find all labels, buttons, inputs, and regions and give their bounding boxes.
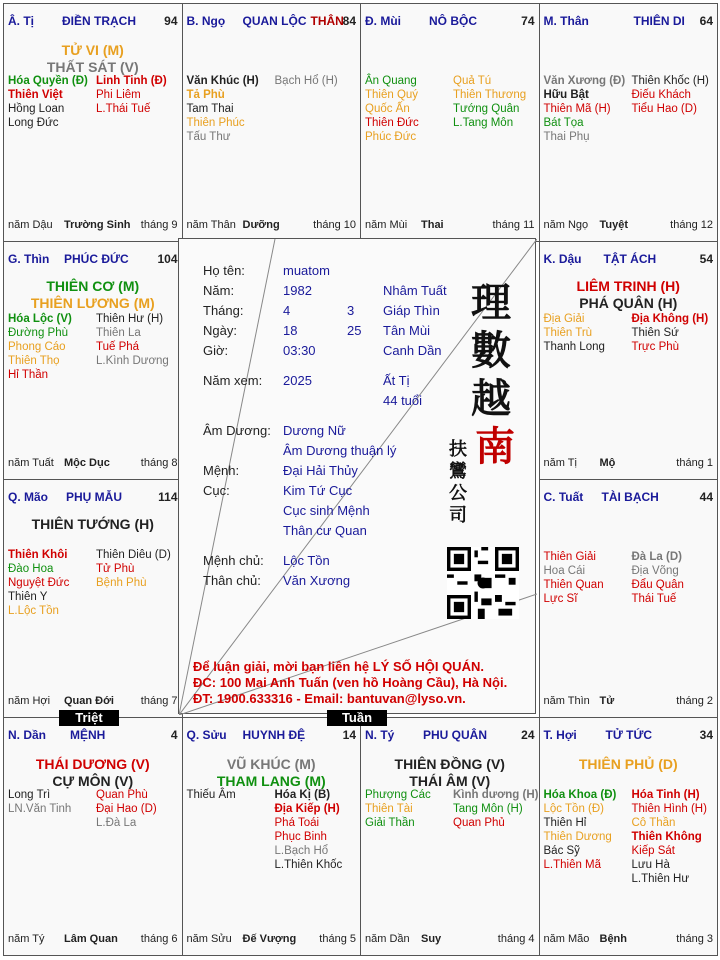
- star: Lực Sĩ: [543, 593, 578, 605]
- palace-footer: [365, 933, 535, 947]
- star: Thiên Hỉ: [543, 817, 587, 829]
- star: Tam Thai: [186, 103, 234, 115]
- star: Văn Khúc (H): [186, 75, 259, 87]
- footer-year: năm Hợi: [8, 695, 51, 707]
- footer-month: tháng 2: [676, 695, 713, 707]
- stars-right: [275, 788, 343, 872]
- star: Trực Phù: [631, 341, 680, 353]
- star: Hóa Lộc (V): [8, 313, 72, 325]
- star: Hóa Quyền (Đ): [8, 75, 88, 87]
- year-canchi: Nhâm Tuất: [383, 283, 447, 298]
- main-stars: [4, 756, 182, 790]
- main-stars: [4, 278, 182, 312]
- star: Thái Tuế: [631, 593, 677, 605]
- palace-footer: [8, 457, 178, 471]
- star: Kiếp Sát: [631, 845, 675, 857]
- palace-footer: [8, 933, 178, 947]
- main-stars: [183, 756, 361, 790]
- palace-age: 54: [699, 252, 713, 266]
- footer-stage: Lâm Quan: [64, 933, 118, 945]
- seal-char-3: 越: [471, 375, 511, 422]
- palace-0: [3, 3, 183, 242]
- day-label: Ngày:: [203, 323, 237, 338]
- star: Hóa Kị (B): [274, 789, 331, 801]
- tuan-tag: Tuần: [327, 710, 387, 726]
- star: Phượng Các: [365, 789, 431, 801]
- palace-name: ĐIỀN TRẠCH: [62, 14, 136, 28]
- star: Thiên Không: [631, 831, 702, 843]
- amduong-value2: Âm Dương thuận lý: [283, 443, 397, 458]
- palace-age: 114: [158, 490, 178, 504]
- palace-header: [544, 490, 714, 506]
- month-label: Tháng:: [203, 303, 244, 318]
- star: Văn Xương (Đ): [543, 75, 626, 87]
- main-star: THIÊN TƯỚNG (H): [31, 516, 154, 532]
- footer-month: tháng 6: [140, 933, 178, 945]
- stars-left: [187, 74, 259, 144]
- main-star: CỰ MÔN (V): [52, 773, 134, 789]
- palace-2: [360, 3, 540, 242]
- star: Địa Giải: [543, 313, 585, 325]
- footer-year: năm Ngọ: [543, 219, 589, 231]
- star: L.Đà La: [96, 817, 137, 829]
- palace-4: [3, 241, 183, 480]
- contact-line-2: ĐC: 100 Mai Anh Tuấn (ven hồ Hoàng Cầu), Hà Nội.: [193, 675, 508, 690]
- footer-month: tháng 1: [676, 457, 713, 469]
- palace-footer: [187, 933, 357, 947]
- palace-branch: K. Dậu: [543, 252, 582, 266]
- year-label: Năm:: [203, 283, 235, 298]
- view-year-value: 2025: [283, 373, 312, 388]
- star: Thiên Hình (H): [631, 803, 707, 815]
- star: Bát Tọa: [543, 117, 584, 129]
- star: Thiên Hư (H): [96, 313, 164, 325]
- star: Đẩu Quân: [631, 579, 684, 591]
- stars-right: [632, 312, 709, 354]
- footer-month: tháng 8: [140, 457, 178, 469]
- star: Hoa Cái: [543, 565, 586, 577]
- palace-age: 44: [699, 490, 713, 504]
- menh-value: Đại Hải Thủy: [283, 463, 358, 478]
- star: Thiên Quý: [365, 89, 419, 101]
- stars-left: [544, 312, 605, 354]
- star: Phục Binh: [274, 831, 327, 843]
- palace-5: [539, 241, 719, 480]
- stars-left: [544, 788, 617, 872]
- contact-line-1: Để luận giải, mời bạn liên hệ LÝ SỐ HỘI QUÁN.: [193, 659, 484, 674]
- amduong-value: Dương Nữ: [283, 423, 346, 438]
- star: Thiên Dương: [543, 831, 612, 843]
- star: Tả Phù: [186, 89, 225, 101]
- star: Thiên Thọ: [8, 355, 60, 367]
- palace-6: [3, 479, 183, 718]
- stars-right: [96, 548, 171, 590]
- center-info-panel: [178, 238, 536, 714]
- palace-name: NÔ BỘC: [429, 14, 477, 28]
- palace-header: [544, 252, 714, 268]
- palace-1: [182, 3, 362, 242]
- palace-branch: T. Hợi: [543, 728, 577, 742]
- star: Thiên Phúc: [186, 117, 245, 129]
- footer-stage: Bệnh: [599, 933, 627, 945]
- main-stars: [4, 516, 182, 533]
- palace-header: [187, 728, 357, 744]
- main-star: THAM LANG (M): [216, 773, 326, 789]
- palace-branch: Q. Sửu: [186, 728, 227, 742]
- star: Nguyệt Đức: [8, 577, 70, 589]
- footer-stage: Thai: [421, 219, 444, 231]
- star: Thiên Trù: [543, 327, 593, 339]
- footer-stage: Suy: [421, 933, 442, 945]
- footer-stage: Mộ: [599, 457, 616, 469]
- palace-age: 94: [164, 14, 178, 28]
- palace-name: PHỤ MẪU: [66, 490, 122, 504]
- palace-header: [544, 14, 714, 30]
- seal-small-1: 扶: [449, 439, 467, 460]
- seal-small-2: 鸞: [449, 461, 467, 482]
- star: Thiên Tài: [365, 803, 413, 815]
- footer-stage: Quan Đới: [64, 695, 114, 707]
- palace-age: 84: [342, 14, 356, 28]
- cuc-value2: Cục sinh Mệnh: [283, 503, 370, 518]
- main-star: THÁI ÂM (V): [409, 773, 491, 789]
- star: LN.Văn Tinh: [8, 803, 72, 815]
- palace-branch: C. Tuất: [543, 490, 584, 504]
- stars-left: [8, 548, 69, 618]
- star: Quốc Ấn: [365, 103, 410, 115]
- day-value: 18: [283, 323, 298, 338]
- star: Hỉ Thần: [8, 369, 49, 381]
- palace-name: PHÚC ĐỨC: [64, 252, 129, 266]
- stars-left: [8, 312, 72, 382]
- cuc-value: Kim Tứ Cục: [283, 483, 353, 498]
- palace-footer: [544, 933, 714, 947]
- star: Bạch Hổ (H): [274, 75, 338, 87]
- palace-age: 34: [699, 728, 713, 742]
- star: Long Đức: [8, 117, 59, 129]
- month-canchi: Giáp Thìn: [383, 303, 440, 318]
- star: Tiểu Hao (D): [631, 103, 697, 115]
- star: Phong Cáo: [8, 341, 66, 353]
- footer-year: năm Mùi: [365, 219, 408, 231]
- star: L.Tang Môn: [453, 117, 514, 129]
- amduong-label: Âm Dương:: [203, 423, 271, 438]
- palace-3: [539, 3, 719, 242]
- star: Linh Tinh (Đ): [96, 75, 167, 87]
- star: Phúc Đức: [365, 131, 417, 143]
- star: Bác Sỹ: [543, 845, 580, 857]
- star: Hồng Loan: [8, 103, 65, 115]
- star: L.Thiên Mã: [543, 859, 602, 871]
- footer-stage: Tử: [599, 695, 615, 707]
- star: L.Kình Dương: [96, 355, 169, 367]
- view-year-canchi: Ất Tị: [383, 373, 410, 388]
- main-star: THIÊN PHỦ (D): [578, 756, 678, 772]
- seal-char-4: 南: [475, 423, 515, 470]
- palace-name: QUAN LỘC: [242, 14, 307, 28]
- stars-left: [8, 74, 88, 130]
- seal-char-2: 數: [471, 327, 511, 374]
- year-value: 1982: [283, 283, 312, 298]
- footer-stage: Tuyệt: [599, 219, 629, 231]
- palace-10: [360, 717, 540, 956]
- star: Thiên Diêu (D): [96, 549, 171, 561]
- star: Địa Kiếp (H): [274, 803, 340, 815]
- main-stars: [4, 42, 182, 76]
- star: Thiên Giải: [543, 551, 596, 563]
- stars-right: [632, 550, 684, 606]
- palace-footer: [8, 695, 178, 709]
- stars-right: [632, 74, 709, 116]
- star: Ân Quang: [365, 75, 417, 87]
- star: Hóa Tinh (H): [631, 789, 700, 801]
- footer-year: năm Mão: [543, 933, 590, 945]
- palace-name: TẬT ÁCH: [603, 252, 657, 266]
- palace-branch: B. Ngọ: [186, 14, 226, 28]
- stars-right: [275, 74, 338, 88]
- palace-footer: [8, 219, 178, 233]
- palace-age: 64: [699, 14, 713, 28]
- palace-7: [539, 479, 719, 718]
- footer-year: năm Dậu: [8, 219, 53, 231]
- palace-footer: [187, 219, 357, 233]
- month-value: 4: [283, 303, 291, 318]
- stars-right: [453, 74, 526, 130]
- footer-year: năm Thìn: [543, 695, 590, 707]
- star: Địa Không (H): [631, 313, 709, 325]
- palace-age: 104: [157, 252, 178, 266]
- palace-footer: [365, 219, 535, 233]
- stars-right: [96, 74, 167, 116]
- name-value: muatom: [283, 263, 330, 278]
- palace-footer: [544, 457, 714, 471]
- menhchu-value: Lộc Tồn: [283, 553, 330, 568]
- star: Phi Liêm: [96, 89, 141, 101]
- palace-than-marker: THÂN: [310, 14, 344, 28]
- star: Hóa Khoa (Đ): [543, 789, 617, 801]
- hour-value: 03:30: [283, 343, 316, 358]
- footer-year: năm Thân: [186, 219, 236, 231]
- star: Thiếu Âm: [186, 789, 236, 801]
- palace-header: [365, 728, 535, 744]
- palace-11: [539, 717, 719, 956]
- main-star: THIÊN CƠ (M): [46, 278, 140, 294]
- footer-month: tháng 3: [676, 933, 713, 945]
- stars-left: [8, 788, 71, 816]
- palace-name: MỆNH: [70, 728, 106, 742]
- main-star: THIÊN ĐỒNG (V): [394, 756, 505, 772]
- hour-canchi: Canh Dần: [383, 343, 442, 358]
- palace-header: [365, 14, 535, 30]
- footer-month: tháng 12: [670, 219, 713, 231]
- star: Giải Thần: [365, 817, 415, 829]
- footer-month: tháng 10: [313, 219, 356, 231]
- palace-age: 24: [521, 728, 535, 742]
- star: L.Lộc Tồn: [8, 605, 59, 617]
- seal-char-1: 理: [471, 279, 511, 326]
- stars-left: [365, 788, 431, 830]
- star: Tử Phù: [96, 563, 135, 575]
- star: Thiên Đức: [365, 117, 419, 129]
- seal-small-column: [449, 439, 469, 527]
- palace-age: 14: [342, 728, 356, 742]
- palace-header: [8, 14, 178, 30]
- main-star: VŨ KHÚC (M): [226, 756, 316, 772]
- star: Thiên Mã (H): [543, 103, 611, 115]
- palace-header: [8, 728, 178, 744]
- qr-code-icon: [447, 547, 519, 619]
- star: Cô Thần: [631, 817, 676, 829]
- main-star: THIÊN LƯƠNG (M): [30, 295, 155, 311]
- main-star: LIÊM TRINH (H): [576, 278, 680, 294]
- footer-year: năm Sửu: [186, 933, 232, 945]
- view-age: 44 tuổi: [383, 393, 423, 408]
- star: Đào Hoa: [8, 563, 54, 575]
- stars-right: [632, 788, 707, 886]
- palace-8: [3, 717, 183, 956]
- main-stars: [540, 278, 718, 312]
- day-value-lunar: 25: [347, 323, 362, 338]
- footer-year: năm Dần: [365, 933, 410, 945]
- cuc-label: Cục:: [203, 483, 230, 498]
- star: Long Trì: [8, 789, 51, 801]
- star: Thiên Khôi: [8, 549, 68, 561]
- star: Thai Phụ: [543, 131, 590, 143]
- stars-left: [544, 74, 626, 144]
- star: Đường Phù: [8, 327, 68, 339]
- star: Đà La (D): [631, 551, 682, 563]
- palace-header: [8, 252, 178, 268]
- palace-age: 74: [521, 14, 535, 28]
- stars-left: [187, 788, 236, 802]
- star: Thiên La: [96, 327, 141, 339]
- star: Thiên Quan: [543, 579, 604, 591]
- star: L.Bạch Hổ: [274, 845, 329, 857]
- stars-right: [96, 312, 169, 368]
- palace-name: TÀI BẠCH: [601, 490, 659, 504]
- star: L.Thái Tuế: [96, 103, 151, 115]
- palace-footer: [544, 695, 714, 709]
- star: Thiên Khốc (H): [631, 75, 709, 87]
- palace-branch: Đ. Mùi: [365, 14, 401, 28]
- footer-year: năm Tuất: [8, 457, 54, 469]
- star: Bệnh Phù: [96, 577, 147, 589]
- palace-branch: Â. Tị: [8, 14, 34, 28]
- footer-year: năm Tý: [8, 933, 45, 945]
- main-stars: [540, 756, 718, 773]
- star: Quả Tú: [453, 75, 492, 87]
- star: Thiên Sứ: [631, 327, 679, 339]
- star: Thanh Long: [543, 341, 605, 353]
- thanchu-value: Văn Xương: [283, 573, 351, 588]
- footer-month: tháng 7: [140, 695, 178, 707]
- palace-footer: [544, 219, 714, 233]
- star: Lộc Tồn (Đ): [543, 803, 605, 815]
- seal-small-3: 公: [449, 483, 467, 504]
- star: Phá Toái: [274, 817, 320, 829]
- menhchu-label: Mệnh chủ:: [203, 553, 264, 568]
- stars-left: [365, 74, 419, 144]
- star: Tấu Thư: [186, 131, 231, 143]
- footer-month: tháng 4: [497, 933, 535, 945]
- triet-tag: Triệt: [59, 710, 119, 726]
- footer-month: tháng 9: [140, 219, 178, 231]
- day-canchi: Tân Mùi: [383, 323, 430, 338]
- main-star: PHÁ QUÂN (H): [579, 295, 678, 311]
- thanchu-label: Thân chủ:: [203, 573, 261, 588]
- palace-name: TỬ TỨC: [605, 728, 653, 742]
- palace-branch: G. Thìn: [8, 252, 50, 266]
- footer-stage: Dưỡng: [242, 219, 280, 231]
- palace-branch: Q. Mão: [8, 490, 49, 504]
- star: Địa Võng: [631, 565, 679, 577]
- cuc-value3: Thân cư Quan: [283, 523, 367, 538]
- palace-branch: N. Tý: [365, 728, 395, 742]
- star: Quan Phù: [96, 789, 148, 801]
- star: L.Thiên Khốc: [274, 859, 343, 871]
- footer-year: năm Tị: [543, 457, 577, 469]
- star: Thiên Y: [8, 591, 48, 603]
- palace-header: [187, 14, 357, 30]
- main-star: THẤT SÁT (V): [46, 59, 139, 75]
- footer-stage: Trường Sinh: [64, 219, 131, 231]
- star: Lưu Hà: [631, 859, 670, 871]
- palace-header: [544, 728, 714, 744]
- footer-month: tháng 11: [492, 219, 535, 231]
- palace-name: PHU QUÂN: [423, 728, 488, 742]
- palace-header: [8, 490, 178, 506]
- palace-branch: M. Thân: [543, 14, 589, 28]
- star: Tuế Phá: [96, 341, 140, 353]
- view-year-label: Năm xem:: [203, 373, 263, 388]
- star: Thiên Thương: [453, 89, 527, 101]
- star: Tướng Quân: [453, 103, 520, 115]
- main-star: TỬ VI (M): [61, 42, 124, 58]
- seal-small-4: 司: [449, 505, 467, 526]
- star: Kình dương (H): [453, 789, 539, 801]
- main-stars: [361, 756, 539, 790]
- star: Thiên Việt: [8, 89, 63, 101]
- star: Hữu Bật: [543, 89, 589, 101]
- footer-stage: Đế Vượng: [242, 933, 297, 945]
- footer-month: tháng 5: [319, 933, 356, 945]
- footer-stage: Mộc Dục: [64, 457, 110, 469]
- stars-left: [544, 550, 604, 606]
- palace-age: 4: [170, 728, 178, 742]
- palace-name: HUYNH ĐỆ: [242, 728, 306, 742]
- contact-line-3: ĐT: 1900.633316 - Email: bantuvan@lyso.vn.: [193, 691, 466, 706]
- hour-label: Giờ:: [203, 343, 229, 358]
- palace-name: THIÊN DI: [633, 14, 685, 28]
- month-value-lunar: 3: [347, 303, 355, 318]
- menh-label: Mệnh:: [203, 463, 240, 478]
- palace-branch: N. Dần: [8, 728, 47, 742]
- star: L.Thiên Hư: [631, 873, 690, 885]
- star: Tang Môn (H): [453, 803, 523, 815]
- stars-right: [96, 788, 157, 830]
- star: Đại Hao (D): [96, 803, 157, 815]
- stars-right: [453, 788, 538, 830]
- star: Quan Phủ: [453, 817, 505, 829]
- star: Điếu Khách: [631, 89, 691, 101]
- name-label: Họ tên:: [203, 263, 245, 278]
- main-star: THÁI DƯƠNG (V): [35, 756, 150, 772]
- palace-9: [182, 717, 362, 956]
